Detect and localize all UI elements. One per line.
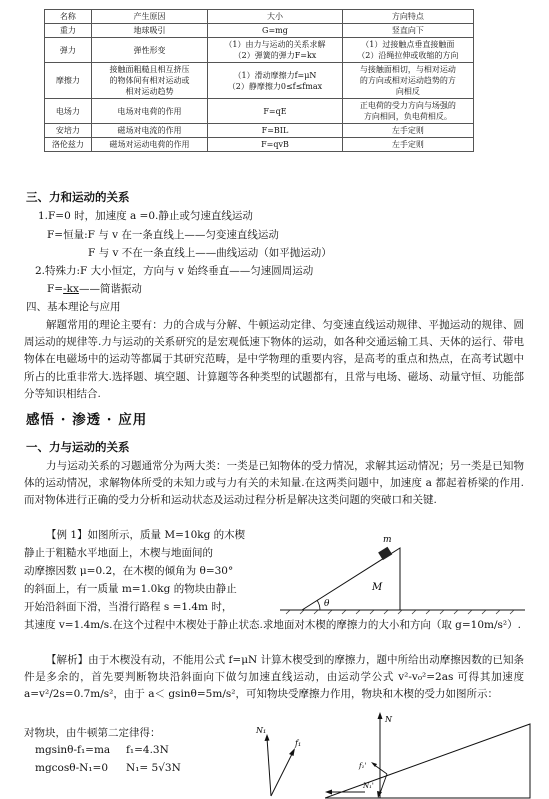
table-cell-name: 电场力	[45, 99, 92, 124]
wedge-f1p-label: f₁'	[359, 762, 367, 770]
wedge-theta-label: θ	[324, 599, 330, 609]
cell-line: 左手定则	[391, 140, 424, 149]
section3-line5-prefix: F=	[47, 283, 64, 295]
table-row	[45, 24, 474, 38]
equation-1b: f₁=4.3N	[126, 744, 169, 756]
table-cell-name: 安培力	[45, 124, 92, 138]
table-row	[45, 138, 474, 152]
cell-line: 的物体间有相对运动或	[109, 76, 190, 85]
section3-line5	[47, 282, 142, 297]
table-cell-size	[208, 138, 342, 152]
table-cell-dir	[342, 24, 473, 38]
table-cell-cause	[91, 63, 207, 99]
cell-line: F=qvB	[261, 140, 289, 149]
table-cell-name: 重力	[45, 24, 92, 38]
equation-2b: N₁= 5√3N	[126, 762, 181, 774]
table-cell-size	[208, 124, 342, 138]
header-direction: 方向特点	[342, 10, 473, 24]
cell-line: 向相反	[395, 87, 420, 96]
example-line-1: 【例 1】如图所示，质量 M=10kg 的木楔	[46, 529, 246, 541]
force-diagram-block	[243, 724, 323, 799]
cell-line: 磁场对运动电荷的作用	[109, 140, 190, 149]
table-row	[45, 63, 474, 99]
table-cell-size	[208, 24, 342, 38]
section3-line5-suffix: ——简谐振动	[78, 283, 142, 295]
table-cell-cause	[91, 99, 207, 124]
cell-line: 正电荷的受力方向与场强的	[359, 101, 456, 110]
section4-paragraph	[24, 317, 524, 403]
wedge-figure	[280, 530, 530, 615]
table-cell-name: 摩擦力	[45, 63, 92, 99]
table-cell-name: 洛伦兹力	[45, 138, 92, 152]
table-cell-cause	[91, 124, 207, 138]
table-row	[45, 38, 474, 63]
section3-line4: 2.特殊力:F 大小恒定，方向与 v 始终垂直——匀速圆周运动	[35, 265, 314, 277]
example-line-3: 动摩擦因数 μ=0.2，在木楔的倾角为 θ=30°	[24, 565, 234, 577]
cell-line: 接触面粗糙且相互挤压	[109, 65, 190, 74]
block-N1-label: N₁	[256, 726, 267, 735]
example-line-5: 开始沿斜面下滑，当滑行路程 s =1.4m 时，	[24, 601, 233, 613]
header-cause: 产生原因	[91, 10, 207, 24]
section4-title: 四、基本理论与应用	[26, 301, 121, 313]
cell-line: 与接触面相切，与相对运动	[359, 65, 456, 74]
example-line-2: 静止于粗糙水平地面上，木楔与地面间的	[24, 547, 213, 559]
cell-line: 电场对电荷的作用	[117, 106, 182, 116]
table-cell-dir	[342, 99, 473, 124]
cell-line: 方向相同，负电荷相反。	[363, 112, 452, 121]
section4-text: 解题常用的理论主要有：力的合成与分解、牛顿运动定律、匀变速直线运动规律、平抛运动的规律、圆周运动的规律等.力与运动的关系研究的是宏观低速下物体的运动，如各种交通运输工具、天体的运行、带电物体在电磁场中的运动等都属于其研究范畴，是中学物理的重要内容，是高考的重点和热点，在高考试题中所占的比重非常大.选择题、填空题、计算题等各种类型的试题都有，且常与电场、磁场、动量守恒、功能部分等知识相结合.	[24, 319, 524, 400]
table-row	[45, 99, 474, 124]
cell-line: （1）过接触点垂直接触面	[361, 40, 455, 49]
cell-line: 磁场对电流的作用	[117, 126, 182, 135]
cell-line: 竖直向下	[391, 26, 424, 35]
table-cell-name: 弹力	[45, 38, 92, 63]
cell-line: 左手定则	[391, 126, 424, 135]
table-cell-size	[208, 63, 342, 99]
block-f1-label: f₁	[295, 739, 302, 748]
table-cell-size	[208, 38, 342, 63]
table-cell-cause	[91, 138, 207, 152]
cell-line: （1）由力与运动的关系求解	[224, 40, 326, 49]
section3-title: 三、力和运动的关系	[26, 190, 130, 204]
header-size: 大小	[208, 10, 342, 24]
main-heading: 感悟 · 渗透 · 应用	[26, 412, 148, 428]
wedge-N1p-label: N₁'	[363, 782, 374, 790]
cell-line: 地球吸引	[133, 26, 166, 35]
table-header-row	[45, 10, 474, 24]
table-cell-dir	[342, 138, 473, 152]
section3-line2: F=恒量:F 与 v 在一条直线上——匀变速直线运动	[47, 229, 279, 241]
cell-line: 相对运动趋势	[125, 87, 174, 96]
cell-line: （1）滑动摩擦力f=μN	[233, 70, 317, 80]
cell-line: F=BIL	[261, 126, 289, 135]
section3-line5-kx: -kx	[63, 283, 79, 295]
header-name: 名称	[45, 10, 92, 24]
cell-line: （2）沿绳拉伸或收缩的方向	[357, 51, 459, 60]
example-line-4: 的斜面上，有一质量 m=1.0kg 的物块由静止	[24, 583, 237, 595]
wedge-M-label: M	[372, 582, 383, 593]
table-cell-cause	[91, 38, 207, 63]
equation-1a: mgsinθ-f₁=ma	[35, 744, 111, 756]
example-tail-text: 其速度 v=1.4m/s.在这个过程中木楔处于静止状态.求地面对木楔的摩擦力的大小和方向（取 g=10m/s²）.	[24, 619, 521, 631]
example-tail	[24, 617, 524, 634]
sectionA-paragraph	[24, 458, 524, 510]
wedge-m-label: m	[383, 535, 392, 545]
table-cell-dir	[342, 63, 473, 99]
table-cell-size	[208, 99, 342, 124]
sectionA-title: 一、力与运动的关系	[26, 440, 130, 454]
cell-line: 的方向或相对运动趋势的方	[359, 76, 456, 85]
section3-line3: F 与 v 不在一条直线上——曲线运动（如平抛运动）	[88, 247, 332, 259]
force-diagram-wedge	[325, 712, 545, 799]
cell-line: （2）弹簧的弹力F=kx	[233, 51, 317, 60]
analysis-text: 【解析】由于木楔没有动，不能用公式 f=μN 计算木楔受到的摩擦力，题中所给出动摩擦因数的已知条件是多余的，首先要判断物块沿斜面向下做匀加速直线运动，由运动学公式 v²-v₀²=2as 可得其加速度 a=v²/2s=0.7m/s²，由于 a＜ gsinθ=5m/s²，可知物块受摩擦力作用，物块和木楔的受力如图所示：	[24, 654, 524, 701]
cell-line: 弹性形变	[133, 45, 166, 55]
analysis-paragraph	[24, 652, 524, 704]
analysis-line-a: 对物块，由牛顿第二定律得：	[24, 727, 161, 739]
cell-line: G=mg	[262, 26, 288, 35]
cell-line: （2）静摩擦力0≤f≤fmax	[227, 81, 323, 91]
cell-line: F=qE	[263, 106, 287, 116]
equation-2a: mgcosθ-N₁=0	[35, 762, 109, 774]
sectionA-text: 力与运动关系的习题通常分为两大类：一类是已知物体的受力情况，求解其运动情况；另一类是已知物体的运动情况，求解物体所受的未知力或与力有关的未知量.在这两类问题中，加速度 a 都起着桥梁的作用.而对物体进行正确的受力分析和运动状态及运动过程分析是解决这类问题的突破口和关键.	[24, 460, 524, 507]
wedge-N-label: N	[385, 715, 392, 724]
table-cell-dir	[342, 124, 473, 138]
section3-line1: 1.F=0 时，加速度 a =0.静止或匀速直线运动	[38, 210, 253, 222]
table-row	[45, 124, 474, 138]
table-cell-dir	[342, 38, 473, 63]
forces-table	[44, 9, 474, 152]
table-cell-cause	[91, 24, 207, 38]
